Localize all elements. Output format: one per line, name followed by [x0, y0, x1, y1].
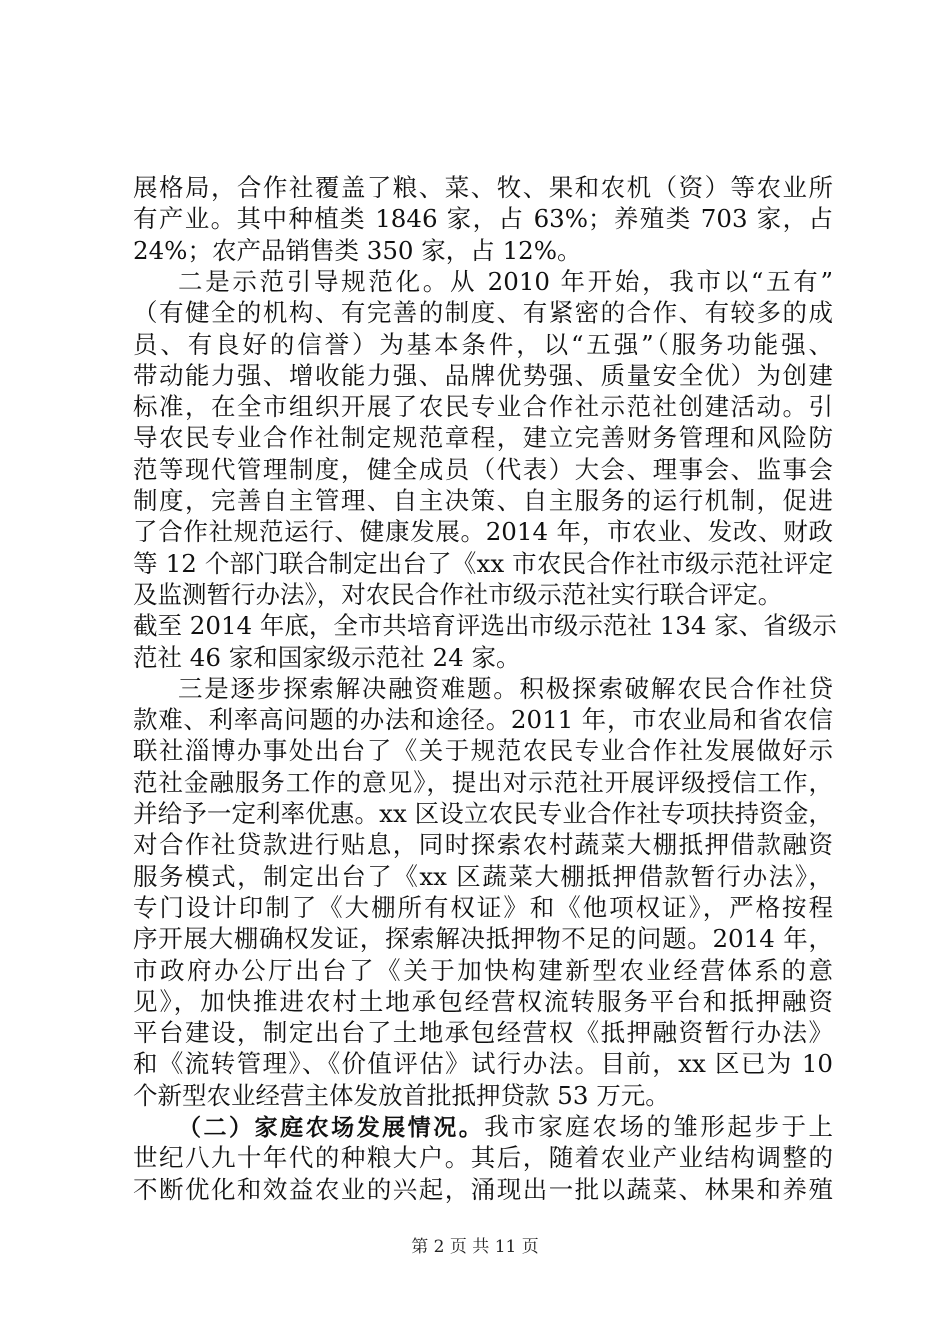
text-line: 对合作社贷款进行贴息，同时探索农村蔬菜大棚抵押借款融资: [133, 830, 833, 860]
text-line: 截至 2014 年底，全市共培育评选出市级示范社 134 家、省级示: [133, 611, 837, 641]
text-line: 世纪八九十年代的种粮大户。其后，随着农业产业结构调整的: [133, 1143, 833, 1173]
text-line: 范等现代管理制度，健全成员（代表）大会、理事会、监事会: [133, 454, 833, 484]
text-line: 范社金融服务工作的意见》，提出对示范社开展评级授信工作，: [133, 767, 833, 797]
text-line: （有健全的机构、有完善的制度、有紧密的合作、有较多的成: [133, 298, 833, 328]
text-line: 市政府办公厅出台了《关于加快构建新型农业经营体系的意: [133, 955, 833, 985]
page-number-label: 第 2 页 共 11 页: [411, 1237, 539, 1257]
text-line: 标准，在全市组织开展了农民专业合作社示范社创建活动。引: [133, 392, 833, 422]
text-line: 员、有良好的信誉）为基本条件，以“五强”（服务功能强、: [133, 329, 833, 359]
text-line: 导农民专业合作社制定规范章程，建立完善财务管理和风险防: [133, 423, 833, 453]
text-line: 见》，加快推进农村土地承包经营权流转服务平台和抵押融资: [133, 986, 833, 1016]
text-line: 平台建设，制定出台了土地承包经营权《抵押融资暂行办法》: [133, 1018, 833, 1048]
section-heading-line: [178, 1111, 833, 1142]
text-line: 及监测暂行办法》，对农民合作社市级示范社实行联合评定。: [133, 579, 783, 609]
text-line: 了合作社规范运行、健康发展。2014 年，市农业、发改、财政: [133, 517, 833, 547]
section-heading: （二）家庭农场发展情况。: [178, 1115, 485, 1142]
text-line: 制度，完善自主管理、自主决策、自主服务的运行机制，促进: [133, 486, 833, 516]
text-line: 等 12 个部门联合制定出台了《xx 市农民合作社市级示范社评定: [133, 548, 833, 578]
text-line: 24%；农产品销售类 350 家，占 12%。: [133, 235, 582, 265]
page-footer: [0, 1232, 950, 1262]
text-line: 和《流转管理》、《价值评估》试行办法。目前，xx 区已为 10: [133, 1049, 833, 1079]
text-line: 并给予一定利率优惠。xx 区设立农民专业合作社专项扶持资金，: [133, 799, 833, 829]
text-line: 有产业。其中种植类 1846 家，占 63%；养殖类 703 家，占: [133, 204, 833, 234]
section-heading-rest: 我市家庭农场的雏形起步于上: [484, 1112, 833, 1142]
text-line: 范社 46 家和国家级示范社 24 家。: [133, 642, 521, 672]
text-line: 款难、利率高问题的办法和途径。2011 年，市农业局和省农信: [133, 705, 833, 735]
text-line: 服务模式，制定出台了《xx 区蔬菜大棚抵押借款暂行办法》，: [133, 861, 833, 891]
text-line: 个新型农业经营主体发放首批抵押贷款 53 万元。: [133, 1080, 670, 1110]
text-line: 带动能力强、增收能力强、品牌优势强、质量安全优）为创建: [133, 360, 833, 390]
paragraph-start-line: 三是逐步探索解决融资难题。积极探索破解农民合作社贷: [178, 673, 833, 703]
text-line: 不断优化和效益农业的兴起，涌现出一批以蔬菜、林果和养殖: [133, 1174, 833, 1204]
text-line: 联社淄博办事处出台了《关于规范农民专业合作社发展做好示: [133, 736, 833, 766]
paragraph-start-line: 二是示范引导规范化。从 2010 年开始，我市以“五有”: [178, 266, 833, 296]
text-line: 序开展大棚确权发证，探索解决抵押物不足的问题。2014 年，: [133, 924, 833, 954]
text-line: 专门设计印制了《大棚所有权证》和《他项权证》，严格按程: [133, 892, 833, 922]
text-line: 展格局，合作社覆盖了粮、菜、牧、果和农机（资）等农业所: [133, 173, 833, 202]
